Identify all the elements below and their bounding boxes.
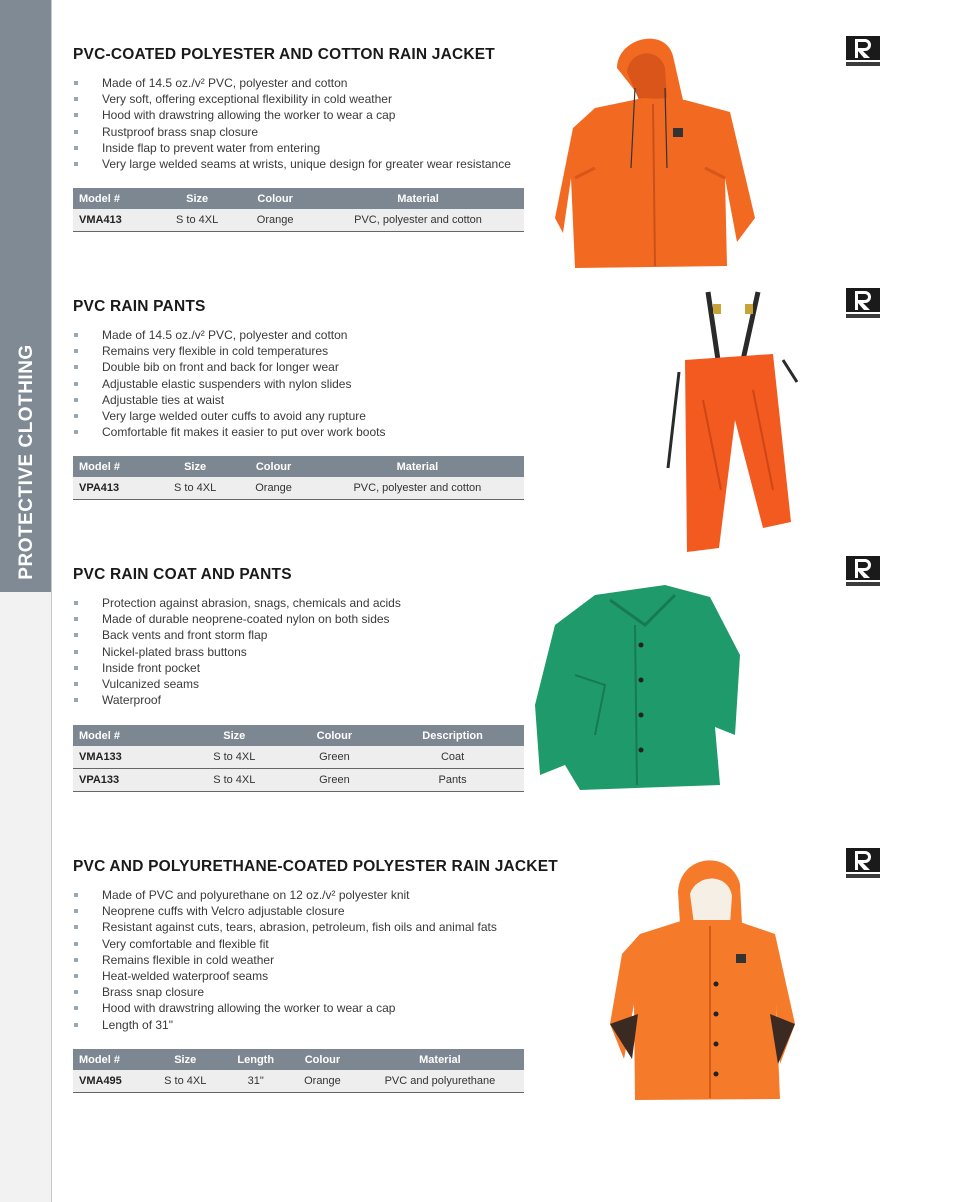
cell-colour: Orange — [236, 477, 310, 500]
feature-item: Made of PVC and polyurethane on 12 oz./v² polyester knit — [73, 887, 525, 903]
orange-bib-pants-image — [663, 290, 803, 556]
cell-model: VPA413 — [73, 477, 154, 500]
cell-size: S to 4XL — [181, 746, 288, 769]
category-title: PROTECTIVE CLOTHING — [16, 344, 37, 580]
feature-item: Double bib on front and back for longer wear — [73, 359, 525, 375]
brand-logo-icon — [846, 848, 880, 880]
product-title: PVC-COATED POLYESTER AND COTTON RAIN JACKET — [73, 46, 495, 63]
col-header: Model # — [73, 456, 154, 477]
feature-item: Very soft, offering exceptional flexibility in cold weather — [73, 91, 525, 107]
spec-table — [73, 456, 524, 500]
col-header: Size — [181, 725, 288, 746]
product-title: PVC AND POLYURETHANE-COATED POLYESTER RAIN JACKET — [73, 858, 558, 875]
col-header: Model # — [73, 725, 181, 746]
feature-item: Hood with drawstring allowing the worker to wear a cap — [73, 107, 525, 123]
col-header: Size — [156, 188, 238, 209]
feature-item: Back vents and front storm flap — [73, 627, 525, 643]
cell-colour: Orange — [238, 209, 312, 232]
spec-table — [73, 725, 524, 792]
cell-description: Coat — [381, 746, 524, 769]
product-section-2 — [73, 297, 525, 494]
cell-size: S to 4XL — [181, 769, 288, 792]
feature-item: Vulcanized seams — [73, 676, 525, 692]
feature-item: Made of durable neoprene-coated nylon on both sides — [73, 611, 525, 627]
product-section-3 — [73, 565, 525, 786]
col-header: Description — [381, 725, 524, 746]
feature-item: Adjustable elastic suspenders with nylon slides — [73, 376, 525, 392]
cell-description: Pants — [381, 769, 524, 792]
col-header: Material — [312, 188, 524, 209]
feature-item: Neoprene cuffs with Velcro adjustable closure — [73, 903, 525, 919]
cell-colour: Green — [288, 746, 381, 769]
feature-item: Resistant against cuts, tears, abrasion, petroleum, fish oils and animal fats — [73, 919, 525, 935]
feature-item: Heat-welded waterproof seams — [73, 968, 525, 984]
feature-item: Very comfortable and flexible fit — [73, 936, 525, 952]
col-header: Model # — [73, 188, 156, 209]
cell-model: VMA133 — [73, 746, 181, 769]
table-row — [73, 477, 524, 500]
table-row — [73, 769, 524, 792]
product-section-1 — [73, 45, 525, 226]
feature-item: Rustproof brass snap closure — [73, 124, 525, 140]
feature-list — [73, 595, 525, 708]
spec-table — [73, 188, 524, 232]
feature-item: Adjustable ties at waist — [73, 392, 525, 408]
green-rain-coat-image — [535, 585, 750, 800]
brand-logo-icon — [846, 36, 880, 68]
feature-list — [73, 327, 525, 440]
orange-rain-jacket-image — [555, 28, 765, 274]
col-header: Material — [356, 1049, 524, 1070]
product-title: PVC RAIN PANTS — [73, 298, 206, 315]
col-header: Material — [311, 456, 524, 477]
feature-item: Protection against abrasion, snags, chemicals and acids — [73, 595, 525, 611]
table-row — [73, 1070, 524, 1093]
cell-colour: Orange — [289, 1070, 356, 1093]
col-header: Model # — [73, 1049, 148, 1070]
feature-item: Inside flap to prevent water from entering — [73, 140, 525, 156]
cell-material: PVC, polyester and cotton — [312, 209, 524, 232]
cell-size: S to 4XL — [154, 477, 237, 500]
col-header: Colour — [288, 725, 381, 746]
cell-material: PVC and polyurethane — [356, 1070, 524, 1093]
cell-model: VMA413 — [73, 209, 156, 232]
cell-length: 31" — [222, 1070, 289, 1093]
feature-item: Remains flexible in cold weather — [73, 952, 525, 968]
col-header: Colour — [289, 1049, 356, 1070]
feature-list — [73, 75, 525, 172]
brand-logo-icon — [846, 556, 880, 588]
sidebar-divider — [51, 0, 52, 1202]
feature-item: Inside front pocket — [73, 660, 525, 676]
table-row — [73, 209, 524, 232]
table-row — [73, 746, 524, 769]
feature-list — [73, 887, 525, 1033]
product-section-4 — [73, 857, 558, 1087]
feature-item: Brass snap closure — [73, 984, 525, 1000]
cell-model: VPA133 — [73, 769, 181, 792]
cell-size: S to 4XL — [148, 1070, 222, 1093]
feature-item: Nickel-plated brass buttons — [73, 644, 525, 660]
cell-material: PVC, polyester and cotton — [311, 477, 524, 500]
cell-colour: Green — [288, 769, 381, 792]
spec-table — [73, 1049, 524, 1093]
product-title: PVC RAIN COAT AND PANTS — [73, 566, 292, 583]
brand-logo-icon — [846, 288, 880, 320]
feature-item: Hood with drawstring allowing the worker to wear a cap — [73, 1000, 525, 1016]
feature-item: Very large welded outer cuffs to avoid any rupture — [73, 408, 525, 424]
col-header: Size — [148, 1049, 222, 1070]
col-header: Length — [222, 1049, 289, 1070]
feature-item: Very large welded seams at wrists, unique design for greater wear resistance — [73, 156, 525, 172]
feature-item: Comfortable fit makes it easier to put over work boots — [73, 424, 525, 440]
orange-hooded-jacket-image — [610, 854, 800, 1102]
col-header: Size — [154, 456, 237, 477]
feature-item: Waterproof — [73, 692, 525, 708]
feature-item: Made of 14.5 oz./v² PVC, polyester and cotton — [73, 75, 525, 91]
col-header: Colour — [236, 456, 310, 477]
feature-item: Length of 31" — [73, 1017, 525, 1033]
feature-item: Made of 14.5 oz./v² PVC, polyester and cotton — [73, 327, 525, 343]
col-header: Colour — [238, 188, 312, 209]
cell-size: S to 4XL — [156, 209, 238, 232]
feature-item: Remains very flexible in cold temperatures — [73, 343, 525, 359]
cell-model: VMA495 — [73, 1070, 148, 1093]
